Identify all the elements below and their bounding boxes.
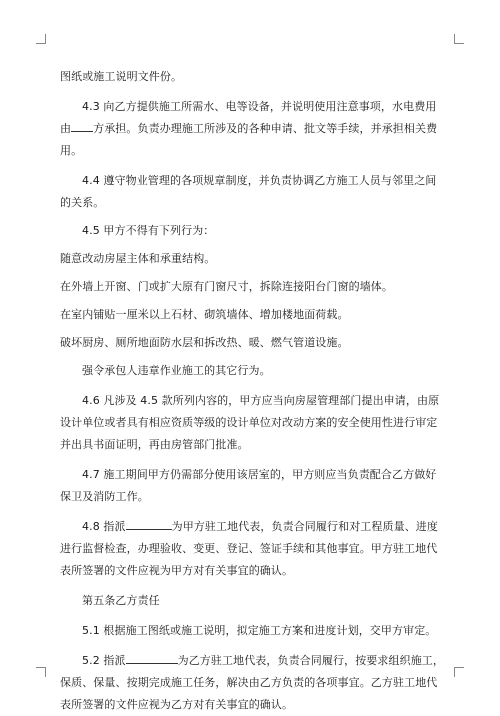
paragraph-4-7: 4.7 施工期间甲方仍需部分使用该居室的，甲方则应当负责配合乙方做好保卫及消防工作。 <box>60 468 437 503</box>
paragraph-4-6: 4.6 凡涉及 4.5 款所列内容的，甲方应当向房屋管理部门提出申请，由原设计单位或者具有相应资质等级的设计单位对改动方案的安全使用性进行审定并出具书面证明，再由房管部门批准。 <box>60 394 440 451</box>
paragraph-5-1: 5.1 根据施工图纸或施工说明，拟定施工方案和进度计划，交甲方审定。 <box>82 624 437 637</box>
list-item-5: 强令承包人违章作业施工的其它行为。 <box>82 364 271 377</box>
paragraph-4-3-text-b: 方承担。负责办理施工所涉及的各种申请、批文等手续，并承担相关费用。 <box>60 122 438 157</box>
list-item-1: 随意改动房屋主体和承重结构。 <box>60 252 216 265</box>
paragraph-5-2-text-b: 为乙方驻工地代表，负责合同履行，按要求组织施工，保质、保量、按期完成施工任务，解决由乙方负责的各项事宜。乙方驻工地代表所签署的文件应视为乙方对有关事宜的确认。 <box>60 654 444 711</box>
paragraph-4-8-text-b: 为甲方驻工地代表，负责合同履行和对工程质量、进度进行监督检查，办理验收、变更、登记、签证手续和其他事宜。甲方驻工地代表所签署的文件应视为甲方对有关事宜的确认。 <box>60 520 438 577</box>
paragraph-5-2-text-a: 5.2 指派 <box>82 654 126 667</box>
paragraph-4-3-text-a: 4.3 向乙方提供施工所需水、电等设备，并说明使用注意事项，水电费用由 <box>60 100 437 135</box>
blank-line-party-a-representative[interactable] <box>126 517 172 530</box>
blank-line-party-b-representative[interactable] <box>126 651 178 664</box>
crop-mark-bottom-right <box>454 667 464 677</box>
crop-mark-bottom-left <box>36 667 46 677</box>
list-item-4: 破坏厨房、厕所地面防水层和拆改热、暖、燃气管道设施。 <box>60 336 349 349</box>
list-item-2: 在外墙上开窗、门或扩大原有门窗尺寸，拆除连接阳台门窗的墙体。 <box>60 280 393 293</box>
blank-line-utility-payer[interactable] <box>71 119 93 132</box>
section-heading-5: 第五条乙方责任 <box>82 594 160 607</box>
paragraph-4-3 <box>60 96 444 162</box>
crop-mark-top-left <box>36 34 46 44</box>
paragraph-4-8 <box>60 516 444 582</box>
list-item-3: 在室内铺贴一厘米以上石材、砌筑墙体、增加楼地面荷载。 <box>60 308 349 321</box>
paragraph-4-8-text-a: 4.8 指派 <box>82 520 126 533</box>
paragraph-5-2 <box>60 650 444 716</box>
document-body <box>60 66 444 716</box>
paragraph-4-4: 4.4 遵守物业管理的各项规章制度，并负责协调乙方施工人员与邻里之间的关系。 <box>60 174 437 209</box>
paragraph-continuation: 图纸或施工说明文件份。 <box>60 70 183 83</box>
paragraph-4-5: 4.5 甲方不得有下列行为： <box>82 224 215 237</box>
crop-mark-top-right <box>454 34 464 44</box>
